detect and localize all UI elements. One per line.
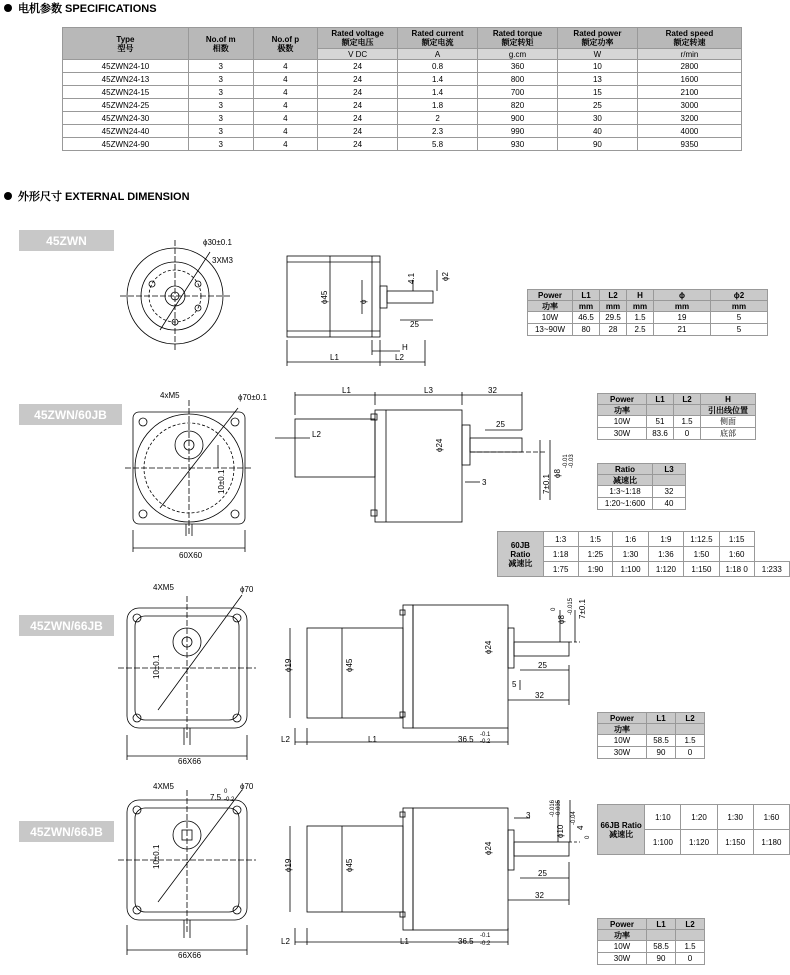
table-cell: 1:3: [543, 532, 578, 547]
dim-label: ϕ19: [284, 858, 293, 872]
header-cn: 相数: [212, 43, 229, 53]
table-cell: mm: [573, 301, 600, 312]
table-cell: L2: [600, 290, 627, 301]
dim-label: 25: [410, 320, 419, 329]
dim-label: -0.2: [480, 739, 491, 745]
table-cell: 3: [188, 138, 253, 151]
table-cell: 3: [188, 112, 253, 125]
header-en: Rated power: [573, 29, 622, 38]
table-cell: 1:150: [717, 830, 753, 855]
table-cell: 2800: [637, 60, 741, 73]
dim-label: 10±0.1: [217, 469, 226, 494]
dim-label: 32: [535, 691, 544, 700]
table-cell: 25: [557, 99, 637, 112]
table-cell: 1:150: [684, 562, 720, 577]
table-cell: 减速比: [598, 475, 653, 486]
table-cell: 4: [253, 60, 318, 73]
dim-label: 32: [488, 386, 497, 395]
dim-label: ϕ45: [345, 858, 354, 872]
dim-label: -0.2: [480, 941, 491, 947]
dim-section-title: 外形尺寸 EXTERNAL DIMENSION: [4, 188, 190, 204]
table-cell: 45ZWN24-40: [63, 125, 189, 138]
table-cell: 1600: [637, 73, 741, 86]
dim-label: L1: [330, 353, 339, 362]
table-cell: 90: [557, 138, 637, 151]
table-cell: 4: [253, 125, 318, 138]
table-cell: 990: [478, 125, 558, 138]
dim-label: 66X66: [178, 757, 202, 766]
header-en: Rated speed: [665, 29, 714, 38]
dim-label: -0.03: [569, 454, 575, 468]
table-cell: 1:12.5: [684, 532, 720, 547]
dim-label: L2: [281, 937, 290, 946]
table-cell: g.cm: [478, 49, 558, 60]
table-cell: 0.8: [398, 60, 478, 73]
table-cell: L1: [647, 394, 674, 405]
table-cell: 45ZWN24-13: [63, 73, 189, 86]
dim-label: ϕ24: [435, 438, 444, 452]
table-cell: 10W: [598, 416, 647, 428]
table-cell: 1.8: [398, 99, 478, 112]
dim-label: 60X60: [179, 551, 203, 560]
table-cell: 0: [676, 747, 705, 759]
ratio-label-cn: 减速比: [508, 558, 533, 568]
table-cell: 3: [188, 99, 253, 112]
table-cell: ϕ2: [711, 290, 768, 301]
table-cell: 3: [188, 86, 253, 99]
dim-label: -0.016: [550, 799, 556, 817]
table-cell: 80: [573, 324, 600, 336]
table-cell: 10W: [528, 312, 573, 324]
dim-label: ϕ2: [441, 272, 450, 281]
table-cell: 1.5: [627, 312, 654, 324]
ratio-label: 66JB Ratio: [600, 820, 642, 830]
table-cell: mm: [654, 301, 711, 312]
table-cell: 19: [654, 312, 711, 324]
table-cell: 1:6: [613, 532, 648, 547]
dim-label: 3: [526, 811, 531, 820]
table-cell: 28: [600, 324, 627, 336]
table-cell: 4: [253, 99, 318, 112]
table-cell: 3: [188, 60, 253, 73]
table-cell: 45ZWN24-90: [63, 138, 189, 151]
table-cell: 32: [653, 486, 686, 498]
table-cell: ϕ: [654, 290, 711, 301]
table-cell: 3: [188, 73, 253, 86]
drawing-66jb-side: [290, 605, 580, 745]
table-cell: 83.6: [647, 428, 674, 440]
header-en: No.of p: [271, 34, 300, 44]
dim-label: 10±0.1: [152, 654, 161, 679]
table-cell: 45ZWN24-15: [63, 86, 189, 99]
table-cell: 4: [253, 112, 318, 125]
table-cell: 30W: [598, 428, 647, 440]
table-cell: 29.5: [600, 312, 627, 324]
header-cn: 额定转速: [673, 38, 706, 47]
table-cell: 1:25: [578, 547, 613, 562]
model-tag-66jb-2: 45ZWN/66JB: [19, 821, 114, 842]
table-cell: 1.4: [398, 73, 478, 86]
table-cell: 0: [674, 428, 701, 440]
table-cell: L1: [647, 713, 676, 724]
table-cell: 2.3: [398, 125, 478, 138]
dim-label: ϕ70±0.1: [238, 393, 267, 402]
table-cell: 1:50: [684, 547, 720, 562]
dim-label: ϕ24: [484, 640, 493, 654]
table-cell: 5.8: [398, 138, 478, 151]
table-cell: 30W: [598, 747, 647, 759]
dim-label: ϕ24: [484, 841, 493, 855]
dim-label: ϕ30±0.1: [203, 238, 232, 247]
table-cell: 1:60: [719, 547, 754, 562]
table-cell: 800: [478, 73, 558, 86]
header-cn: 极数: [277, 43, 294, 53]
table-cell: 700: [478, 86, 558, 99]
table-cell: L1: [647, 919, 676, 930]
table-cell: 1:18 0: [719, 562, 754, 577]
drawing-66jb-front: [118, 595, 256, 760]
table-cell: 1:75: [543, 562, 578, 577]
table-cell: 2100: [637, 86, 741, 99]
drawing-60jb-side: [275, 392, 550, 522]
header-cn: 额定功率: [581, 38, 614, 47]
header-en: Rated voltage: [331, 29, 384, 38]
dim-label: ϕ70: [240, 585, 254, 594]
table-cell: 360: [478, 60, 558, 73]
table-cell: 1:233: [754, 562, 789, 577]
table-cell: 900: [478, 112, 558, 125]
dim-label: 4.1: [407, 272, 416, 284]
table-cell: 3: [188, 125, 253, 138]
table-cell: 1:36: [648, 547, 683, 562]
table-cell: 3200: [637, 112, 741, 125]
table-cell: 功率: [598, 405, 647, 416]
table-cell: 24: [318, 125, 398, 138]
dim-label: ϕ19: [284, 658, 293, 672]
header-en: Rated current: [411, 29, 464, 38]
dim-label: ϕ45: [320, 290, 329, 304]
table-cell: mm: [627, 301, 654, 312]
table-cell: 1:60: [753, 805, 789, 830]
dim-label: 36.5: [458, 937, 474, 946]
table-cell: 820: [478, 99, 558, 112]
dim-label: 3: [482, 478, 487, 487]
table-cell: 4: [253, 86, 318, 99]
header-cn: 额定电流: [421, 38, 454, 47]
dim-label: 4XM5: [153, 782, 174, 791]
table-cell: 1:18: [543, 547, 578, 562]
table-cell: 2: [398, 112, 478, 125]
table-cell: 9350: [637, 138, 741, 151]
dim-label: L1: [400, 937, 409, 946]
dim-label: 25: [496, 420, 505, 429]
table-cell: 功率: [598, 930, 647, 941]
dim-label: ϕ70: [240, 782, 254, 791]
header-cn: 型号: [117, 43, 134, 53]
table-cell: 1.5: [676, 941, 705, 953]
table-cell: 1:180: [753, 830, 789, 855]
table-cell: Power: [598, 394, 647, 405]
table-cell: 0: [676, 953, 705, 965]
table-cell: L2: [674, 394, 701, 405]
table-cell: 58.5: [647, 735, 676, 747]
table-cell: Power: [598, 919, 647, 930]
dim-label: 7.5: [210, 793, 222, 802]
table-cell: 5: [711, 324, 768, 336]
table-cell: 45ZWN24-10: [63, 60, 189, 73]
model-tag-45zwn: 45ZWN: [19, 230, 114, 251]
table-cell: 24: [318, 112, 398, 125]
table-cell: 底部: [701, 428, 756, 440]
table-cell: 15: [557, 86, 637, 99]
table-cell: L3: [653, 464, 686, 475]
table-cell: 24: [318, 73, 398, 86]
dim-label: 7±0.1: [542, 474, 551, 494]
table-cell: 46.5: [573, 312, 600, 324]
dim-label: 25: [538, 869, 547, 878]
dim-label: 25: [538, 661, 547, 670]
ratio-label: 60JB Ratio: [510, 540, 531, 559]
table-cell: L2: [676, 919, 705, 930]
table-cell: r/min: [637, 49, 741, 60]
dim-label: L2: [312, 430, 321, 439]
table-cell: L2: [676, 713, 705, 724]
dim-label: L3: [424, 386, 433, 395]
table-cell: 侧面: [701, 416, 756, 428]
model-tag-66jb: 45ZWN/66JB: [19, 615, 114, 636]
dim-label: L1: [368, 735, 377, 744]
dim-label: L2: [281, 735, 290, 744]
table-cell: H: [627, 290, 654, 301]
table-cell: 4000: [637, 125, 741, 138]
dim-label: 32: [535, 891, 544, 900]
table-cell: 5: [711, 312, 768, 324]
table-cell: 10W: [598, 735, 647, 747]
table-cell: mm: [600, 301, 627, 312]
table-cell: mm: [711, 301, 768, 312]
table-cell: A: [398, 49, 478, 60]
table-cell: 1:20: [681, 805, 717, 830]
table-cell: 930: [478, 138, 558, 151]
dim-label: 0: [551, 607, 557, 611]
drawing-66jb2-front: [118, 790, 256, 955]
header-cn: 额定转矩: [501, 38, 534, 47]
dim-label: ϕ: [359, 299, 368, 304]
table-cell: 10: [557, 60, 637, 73]
table-cell: 30: [557, 112, 637, 125]
table-cell: H: [701, 394, 756, 405]
table-cell: 1:15: [719, 532, 754, 547]
table-cell: 功率: [598, 724, 647, 735]
header-en: No.of m: [205, 34, 236, 44]
ratio-label-cn: 减速比: [609, 829, 634, 839]
dim-label: 0: [585, 835, 591, 839]
table-cell: Power: [528, 290, 573, 301]
table-cell: 90: [647, 747, 676, 759]
table-cell: 45ZWN24-25: [63, 99, 189, 112]
dim-label: 4xM5: [160, 391, 180, 400]
dim-label: 3XM3: [212, 256, 233, 265]
table-cell: 30W: [598, 953, 647, 965]
table-cell: 1:9: [648, 532, 683, 547]
table-cell: 24: [318, 60, 398, 73]
table-cell: 3000: [637, 99, 741, 112]
dim-label: ϕ10: [556, 824, 565, 838]
table-cell: 1:120: [648, 562, 683, 577]
table-cell: 1:120: [681, 830, 717, 855]
dim-label: -0.01: [563, 454, 569, 468]
table-cell: 1:30: [613, 547, 648, 562]
table-cell: 4: [253, 73, 318, 86]
table-cell: 1:30: [717, 805, 753, 830]
dim-label: 66X66: [178, 951, 202, 960]
header-en: Type: [116, 34, 135, 44]
table-cell: 1:100: [645, 830, 681, 855]
table-cell: 24: [318, 99, 398, 112]
dim-label: -0.2: [224, 797, 235, 803]
table-cell: 51: [647, 416, 674, 428]
table-cell: V DC: [318, 49, 398, 60]
table-cell: 4: [253, 138, 318, 151]
table-cell: 1.4: [398, 86, 478, 99]
dim-label: -0.015: [568, 597, 574, 615]
table-cell: 1:3~1:18: [598, 486, 653, 498]
dim-label: -0.035: [556, 799, 562, 817]
dim-label: -0.1: [480, 933, 491, 939]
header-cn: 额定电压: [341, 38, 374, 47]
dim-label: L2: [395, 353, 404, 362]
table-cell: W: [557, 49, 637, 60]
table-cell: 1:20~1:600: [598, 498, 653, 510]
table-cell: 1:90: [578, 562, 613, 577]
dim-label: -0.04: [571, 811, 577, 825]
table-cell: 2.5: [627, 324, 654, 336]
dim-label: 0: [224, 789, 228, 795]
table-cell: Power: [598, 713, 647, 724]
table-cell: 1.5: [676, 735, 705, 747]
dim-label: -0.1: [480, 732, 491, 738]
table-cell: Ratio: [598, 464, 653, 475]
dim-label: ϕ45: [345, 658, 354, 672]
drawing-45zwn-side: [287, 256, 437, 366]
table-cell: 功率: [528, 301, 573, 312]
dim-label: ϕ8: [557, 615, 566, 624]
dim-label: 4XM5: [153, 583, 174, 592]
table-cell: 40: [557, 125, 637, 138]
table-cell: L1: [573, 290, 600, 301]
dim-label: 4: [576, 825, 585, 830]
dim-label: 5: [512, 680, 517, 689]
table-cell: 10W: [598, 941, 647, 953]
dim-label: 10±0.1: [152, 844, 161, 869]
table-cell: 24: [318, 138, 398, 151]
dim-label: L1: [342, 386, 351, 395]
table-cell: 58.5: [647, 941, 676, 953]
spec-section-title: 电机参数 SPECIFICATIONS: [4, 0, 157, 16]
dim-label: 7±0.1: [578, 599, 587, 619]
table-cell: 13: [557, 73, 637, 86]
table-cell: 40: [653, 498, 686, 510]
table-cell: 1.5: [674, 416, 701, 428]
table-cell: 45ZWN24-30: [63, 112, 189, 125]
table-cell: 引出线位置: [701, 405, 756, 416]
table-cell: 1:10: [645, 805, 681, 830]
dim-label: ϕ8: [553, 469, 562, 478]
table-cell: 1:100: [613, 562, 648, 577]
table-cell: 13~90W: [528, 324, 573, 336]
drawing-66jb2-side: [290, 800, 580, 945]
table-cell: 24: [318, 86, 398, 99]
drawing-60jb-front: [125, 400, 253, 552]
dim-label: H: [402, 343, 408, 352]
model-tag-60jb: 45ZWN/60JB: [19, 404, 122, 425]
table-cell: 1:5: [578, 532, 613, 547]
header-en: Rated torque: [492, 29, 543, 38]
table-cell: 21: [654, 324, 711, 336]
table-cell: 90: [647, 953, 676, 965]
dim-label: 36.5: [458, 735, 474, 744]
